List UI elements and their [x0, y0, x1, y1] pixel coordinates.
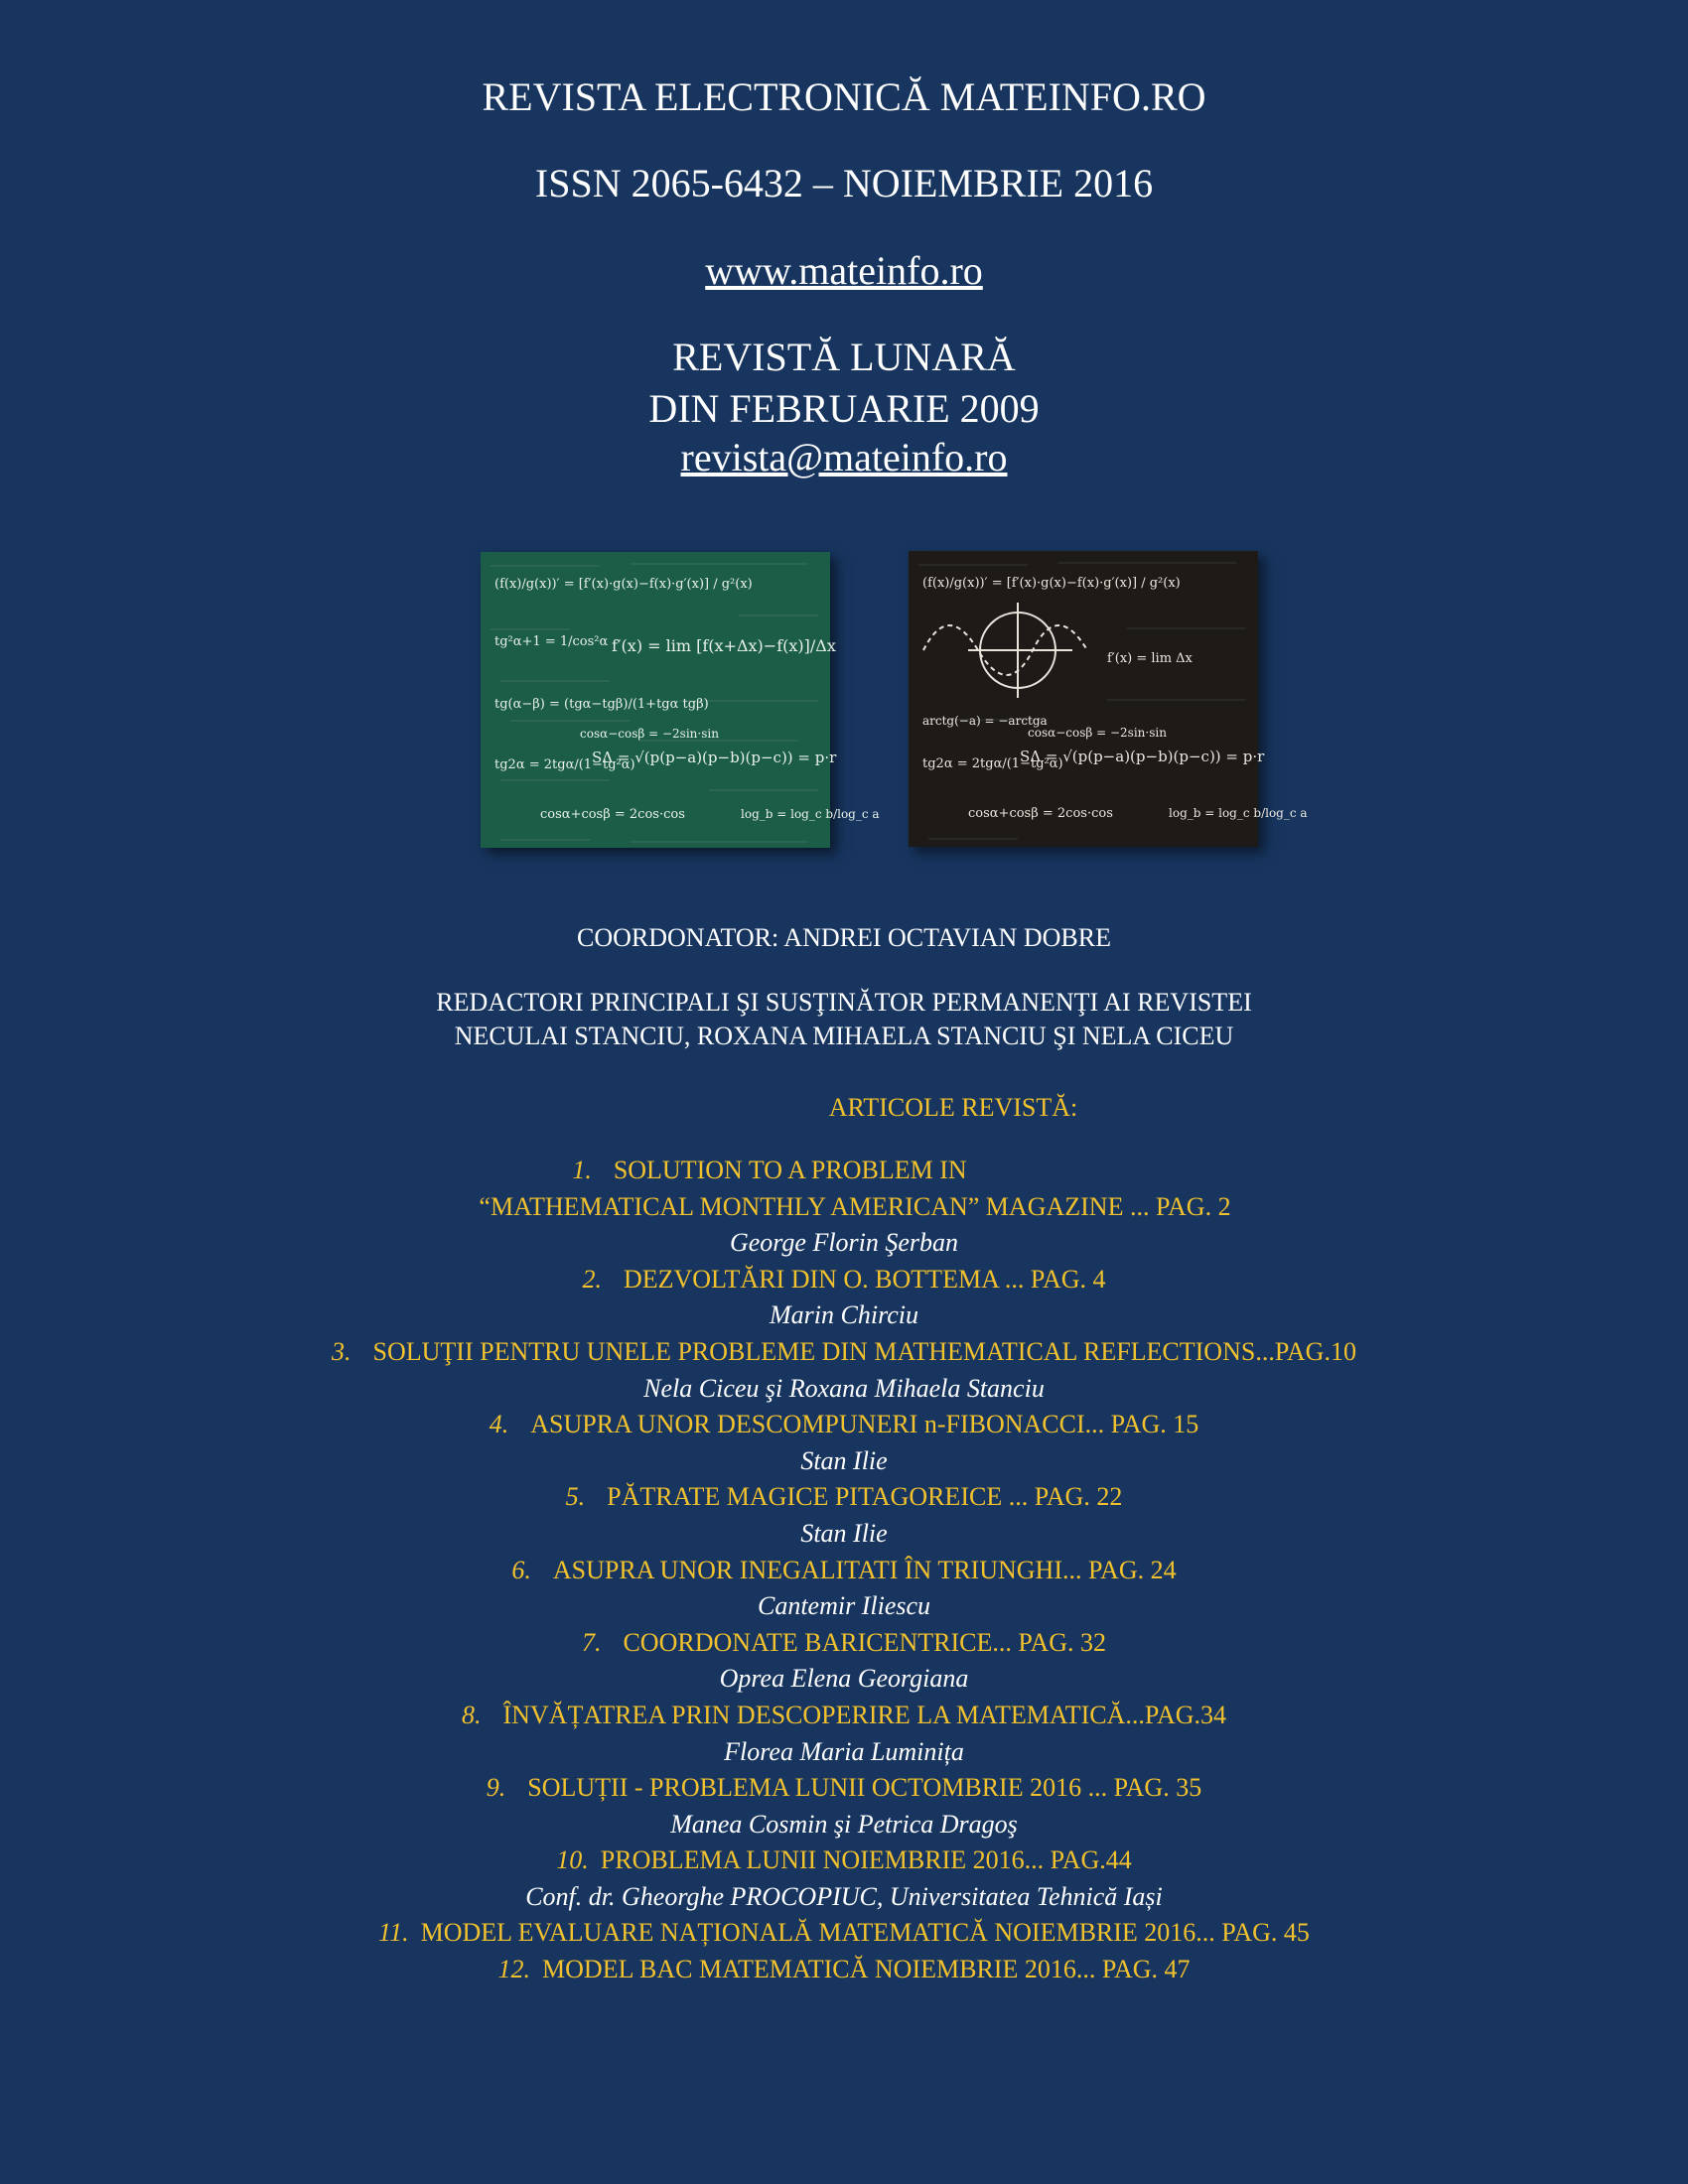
- article-title[interactable]: ASUPRA UNOR DESCOMPUNERI n-FIBONACCI... PAG. 15: [530, 1410, 1199, 1439]
- article-author: George Florin Şerban: [729, 1228, 959, 1258]
- svg-text:SΔ = √(p(p−a)(p−b)(p−c)) = p·r: SΔ = √(p(p−a)(p−b)(p−c)) = p·r: [592, 749, 837, 766]
- list-item-number: 4.: [489, 1410, 509, 1439]
- svg-text:SΔ = √(p(p−a)(p−b)(p−c)) = p·r: SΔ = √(p(p−a)(p−b)(p−c)) = p·r: [1020, 748, 1265, 765]
- monthly-note: [0, 332, 1688, 435]
- monthly-line-1: REVISTĂ LUNARĂ: [672, 335, 1016, 379]
- list-item-12-title[interactable]: [0, 1952, 1688, 1988]
- list-item-2-author: [0, 1297, 1688, 1334]
- list-item-5-author: [0, 1516, 1688, 1553]
- list-item-number: 11.: [378, 1918, 409, 1948]
- articles-heading: ARTICOLE REVISTĂ:: [828, 1093, 1078, 1122]
- article-title[interactable]: PĂTRATE MAGICE PITAGOREICE ... PAG. 22: [607, 1482, 1123, 1512]
- article-title[interactable]: ASUPRA UNOR INEGALITATI ÎN TRIUNGHI... PAG. 24: [552, 1555, 1177, 1584]
- issn-line: ISSN 2065-6432 – NOIEMBRIE 2016: [534, 161, 1154, 205]
- list-item-number: 12.: [497, 1955, 531, 1984]
- article-title[interactable]: DEZVOLTĂRI DIN O. BOTTEMA ... PAG. 4: [623, 1264, 1106, 1294]
- article-title[interactable]: SOLUTION TO A PROBLEM IN: [613, 1156, 967, 1184]
- list-item-3-title[interactable]: [0, 1334, 1688, 1371]
- list-item-4-title[interactable]: [0, 1407, 1688, 1443]
- article-author: Marin Chirciu: [770, 1300, 918, 1330]
- list-item-7-author: [0, 1661, 1688, 1698]
- svg-text:tg²α+1 = 1/cos²α: tg²α+1 = 1/cos²α: [494, 634, 609, 649]
- svg-text:tg2α = 2tgα/(1−tg²α): tg2α = 2tgα/(1−tg²α): [922, 756, 1063, 771]
- list-item-9-title[interactable]: [0, 1770, 1688, 1807]
- list-item-10-title[interactable]: [0, 1843, 1688, 1879]
- article-title[interactable]: SOLUȚII - PROBLEMA LUNII OCTOMBRIE 2016 ... PAG. 35: [527, 1773, 1202, 1803]
- list-item-number: 9.: [486, 1773, 506, 1803]
- list-item-number: 3.: [332, 1336, 352, 1366]
- svg-text:(f(x)/g(x))′ = [f′(x)·g(x)−f(x: (f(x)/g(x))′ = [f′(x)·g(x)−f(x)·g′(x)] / g²(x): [922, 576, 1181, 591]
- list-item-number: 2.: [582, 1264, 602, 1294]
- article-title[interactable]: SOLUŢII PENTRU UNELE PROBLEME DIN MATHEMATICAL REFLECTIONS...PAG.10: [372, 1336, 1356, 1366]
- article-title[interactable]: PROBLEMA LUNII NOIEMBRIE 2016... PAG.44: [600, 1845, 1132, 1875]
- article-title[interactable]: MODEL EVALUARE NAȚIONALĂ MATEMATICĂ NOIEMBRIE 2016... PAG. 45: [420, 1918, 1310, 1948]
- article-title[interactable]: COORDONATE BARICENTRICE... PAG. 32: [623, 1627, 1107, 1657]
- svg-text:(f(x)/g(x))′ = [f′(x)·g(x)−f(x: (f(x)/g(x))′ = [f′(x)·g(x)−f(x)·g′(x)] / g²(x): [494, 577, 753, 592]
- black-chalkboard-drawing: [909, 551, 1308, 847]
- editors-line-2: NECULAI STANCIU, ROXANA MIHAELA STANCIU ŞI NELA CICEU: [454, 1022, 1234, 1050]
- svg-text:arctg(−a) = −arctga: arctg(−a) = −arctga: [922, 714, 1048, 728]
- editors-line-1: REDACTORI PRINCIPALI ŞI SUSŢINĂTOR PERMANENŢI AI REVISTEI: [436, 988, 1252, 1017]
- article-author: Manea Cosmin şi Petrica Dragoş: [670, 1809, 1018, 1839]
- coordinator-line: COORDONATOR: ANDREI OCTAVIAN DOBRE: [577, 923, 1111, 952]
- list-item-1-author: [0, 1225, 1688, 1262]
- svg-text:cosα−cosβ = −2sin·sin: cosα−cosβ = −2sin·sin: [580, 727, 719, 741]
- list-item-number: 8.: [461, 1700, 482, 1729]
- article-author: Cantemir Iliescu: [757, 1591, 931, 1621]
- list-item-1-title-cont[interactable]: [0, 1189, 1688, 1226]
- list-item-10-author: [0, 1879, 1688, 1916]
- table-of-contents: [0, 1153, 1688, 1988]
- article-author: Oprea Elena Georgiana: [719, 1664, 969, 1694]
- article-author: Florea Maria Luminița: [724, 1736, 964, 1766]
- list-item-2-title[interactable]: [0, 1262, 1688, 1298]
- svg-text:cosα+cosβ = 2cos·cos: cosα+cosβ = 2cos·cos: [540, 807, 685, 822]
- svg-text:cosα−cosβ = −2sin·sin: cosα−cosβ = −2sin·sin: [1028, 726, 1167, 740]
- article-author: Conf. dr. Gheorghe PROCOPIUC, Universitatea Tehnică Iași: [525, 1881, 1163, 1911]
- list-item-number: 5.: [565, 1482, 586, 1512]
- article-title[interactable]: ÎNVĂȚATREA PRIN DESCOPERIRE LA MATEMATICĂ...PAG.34: [502, 1700, 1227, 1729]
- list-item-5-title[interactable]: [0, 1479, 1688, 1516]
- list-item-number: 1.: [572, 1156, 592, 1184]
- list-item-8-title[interactable]: [0, 1698, 1688, 1734]
- article-author: Stan Ilie: [800, 1518, 888, 1548]
- list-item-3-author: [0, 1371, 1688, 1408]
- list-item-8-author: [0, 1734, 1688, 1771]
- list-item-number: 10.: [556, 1845, 589, 1875]
- monthly-line-2: DIN FEBRUARIE 2009: [648, 386, 1040, 431]
- article-author: Stan Ilie: [800, 1445, 888, 1475]
- list-item-number: 6.: [511, 1555, 531, 1584]
- website-link-text[interactable]: www.mateinfo.ro: [705, 248, 983, 293]
- email-link[interactable]: [0, 434, 1688, 480]
- svg-text:log_b = log_c b/log_c a: log_b = log_c b/log_c a: [741, 807, 880, 821]
- svg-text:cosα+cosβ = 2cos·cos: cosα+cosβ = 2cos·cos: [968, 806, 1113, 821]
- green-chalkboard-image: [481, 552, 880, 848]
- magazine-title: REVISTA ELECTRONICĂ MATEINFO.RO: [482, 74, 1206, 119]
- list-item-number: 7.: [581, 1627, 602, 1657]
- article-author: Nela Ciceu şi Roxana Mihaela Stanciu: [643, 1373, 1045, 1403]
- svg-text:f′(x) = lim [f(x+Δx)−f(x)]/Δx: f′(x) = lim [f(x+Δx)−f(x)]/Δx: [612, 636, 836, 655]
- svg-text:f′(x) = lim Δx: f′(x) = lim Δx: [1107, 651, 1193, 666]
- list-item-1-title[interactable]: [0, 1153, 1688, 1189]
- editors-block: [0, 986, 1688, 1053]
- list-item-11-title[interactable]: [0, 1915, 1688, 1952]
- website-link[interactable]: [0, 247, 1688, 294]
- list-item-6-title[interactable]: [0, 1553, 1688, 1589]
- list-item-6-author: [0, 1588, 1688, 1625]
- list-item-7-title[interactable]: [0, 1625, 1688, 1662]
- email-link-text[interactable]: revista@mateinfo.ro: [680, 435, 1008, 479]
- black-chalkboard-image: [909, 551, 1308, 847]
- green-chalkboard-drawing: [481, 552, 880, 848]
- list-item-9-author: [0, 1807, 1688, 1843]
- svg-text:tg(α−β) = (tgα−tgβ)/(1+tgα tgβ: tg(α−β) = (tgα−tgβ)/(1+tgα tgβ): [494, 697, 709, 712]
- article-title[interactable]: MODEL BAC MATEMATICĂ NOIEMBRIE 2016... PAG. 47: [542, 1955, 1191, 1984]
- svg-text:tg2α = 2tgα/(1−tg²α): tg2α = 2tgα/(1−tg²α): [494, 757, 635, 772]
- svg-text:log_b = log_c b/log_c a: log_b = log_c b/log_c a: [1169, 806, 1308, 820]
- article-title-continued[interactable]: “MATHEMATICAL MONTHLY AMERICAN” MAGAZINE ... PAG. 2: [479, 1191, 1231, 1221]
- list-item-4-author: [0, 1443, 1688, 1480]
